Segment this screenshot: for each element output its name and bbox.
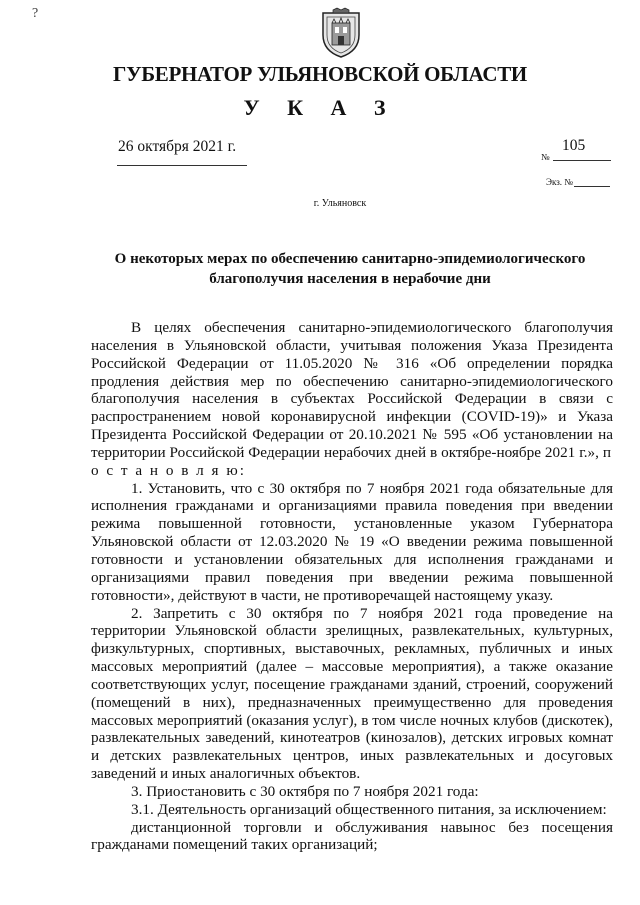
corner-mark: ? [32,6,39,21]
number-underline [553,160,611,161]
item-2: 2. Запретить с 30 октября по 7 ноября 2021 года проведение на территории Ульяновской области зрелищных, развлекательных, культурных, физкультурных, спортивных, выставочных, рекламных, публичных и иных массовых мероприятий (далее – массовые мероприятия), а также оказание соответствующих услуг, посещение гражданами зданий, строений, сооружений (помещений в них), предназначенных преимущественно для проведения массовых мероприятий (оказания услуг), в том числе ночных клубов (дискотек), развлекательных заведений, кинотеатров (кинозалов), детских игровых комнат и детских развлекательных центров, иных развлекательных и досуговых заведений и иных аналогичных объектов. [91,604,613,783]
intro-paragraph [91,319,613,480]
decree-word: п о с т а н о в л я ю: [91,443,614,479]
decree-subject: О некоторых мерах по обеспечению санитарно-эпидемиологического благополучия населения в нерабочие дни [114,251,586,287]
item-1: 1. Установить, что с 30 октября по 7 ноября 2021 года обязательные для исполнения гражданами и организациями правила поведения при введении режима повышенной готовности, установленные указом Губернатора Ульяновской области от 12.03.2020 № 19 «О введении режима повышенной готовности и установлении обязательных для исполнения гражданами и организациями правил поведения при введении режима повышенной готовности», действуют в части, не противоречащей настоящему указу. [91,479,613,604]
city: г. Ульяновск [313,198,367,209]
decree-number: 105 [562,137,586,154]
date-underline [117,165,247,166]
decree-date: 26 октября 2021 г. [118,138,237,155]
copy-number-label: Экз. № [546,177,573,187]
coat-of-arms-icon [319,7,363,59]
copy-number-underline [574,186,610,187]
item-3-1-continuation: дистанционной торговли и обслуживания навынос без посещения гражданами помещений таких организаций; [91,818,613,854]
intro-text: В целях обеспечения санитарно-эпидемиологического благополучия населения в Ульяновской области, учитывая положения Указа Президента Российской Федерации от 11.05.2020 № 316 «Об определении порядка продления действия мер по обеспечению санитарно-эпидемиологического благополучия населения в субъектах Российской Федерации в связи с распространением новой коронавирусной инфекции (COVID-19)» и Указа Президента Российской Федерации от 20.10.2021 № 595 «Об установлении на территории Российской Федерации нерабочих дней в октябре-ноябре 2021 г.», [91,319,613,461]
document-type-title: У К А З [243,95,397,120]
number-label: № [541,152,550,162]
issuing-authority-title: ГУБЕРНАТОР УЛЬЯНОВСКОЙ ОБЛАСТИ [113,62,527,86]
item-3-1: 3.1. Деятельность организаций общественного питания, за исключением: [131,800,607,818]
decree-body [91,319,613,854]
item-3: 3. Приостановить с 30 октября по 7 ноября 2021 года: [131,782,479,800]
